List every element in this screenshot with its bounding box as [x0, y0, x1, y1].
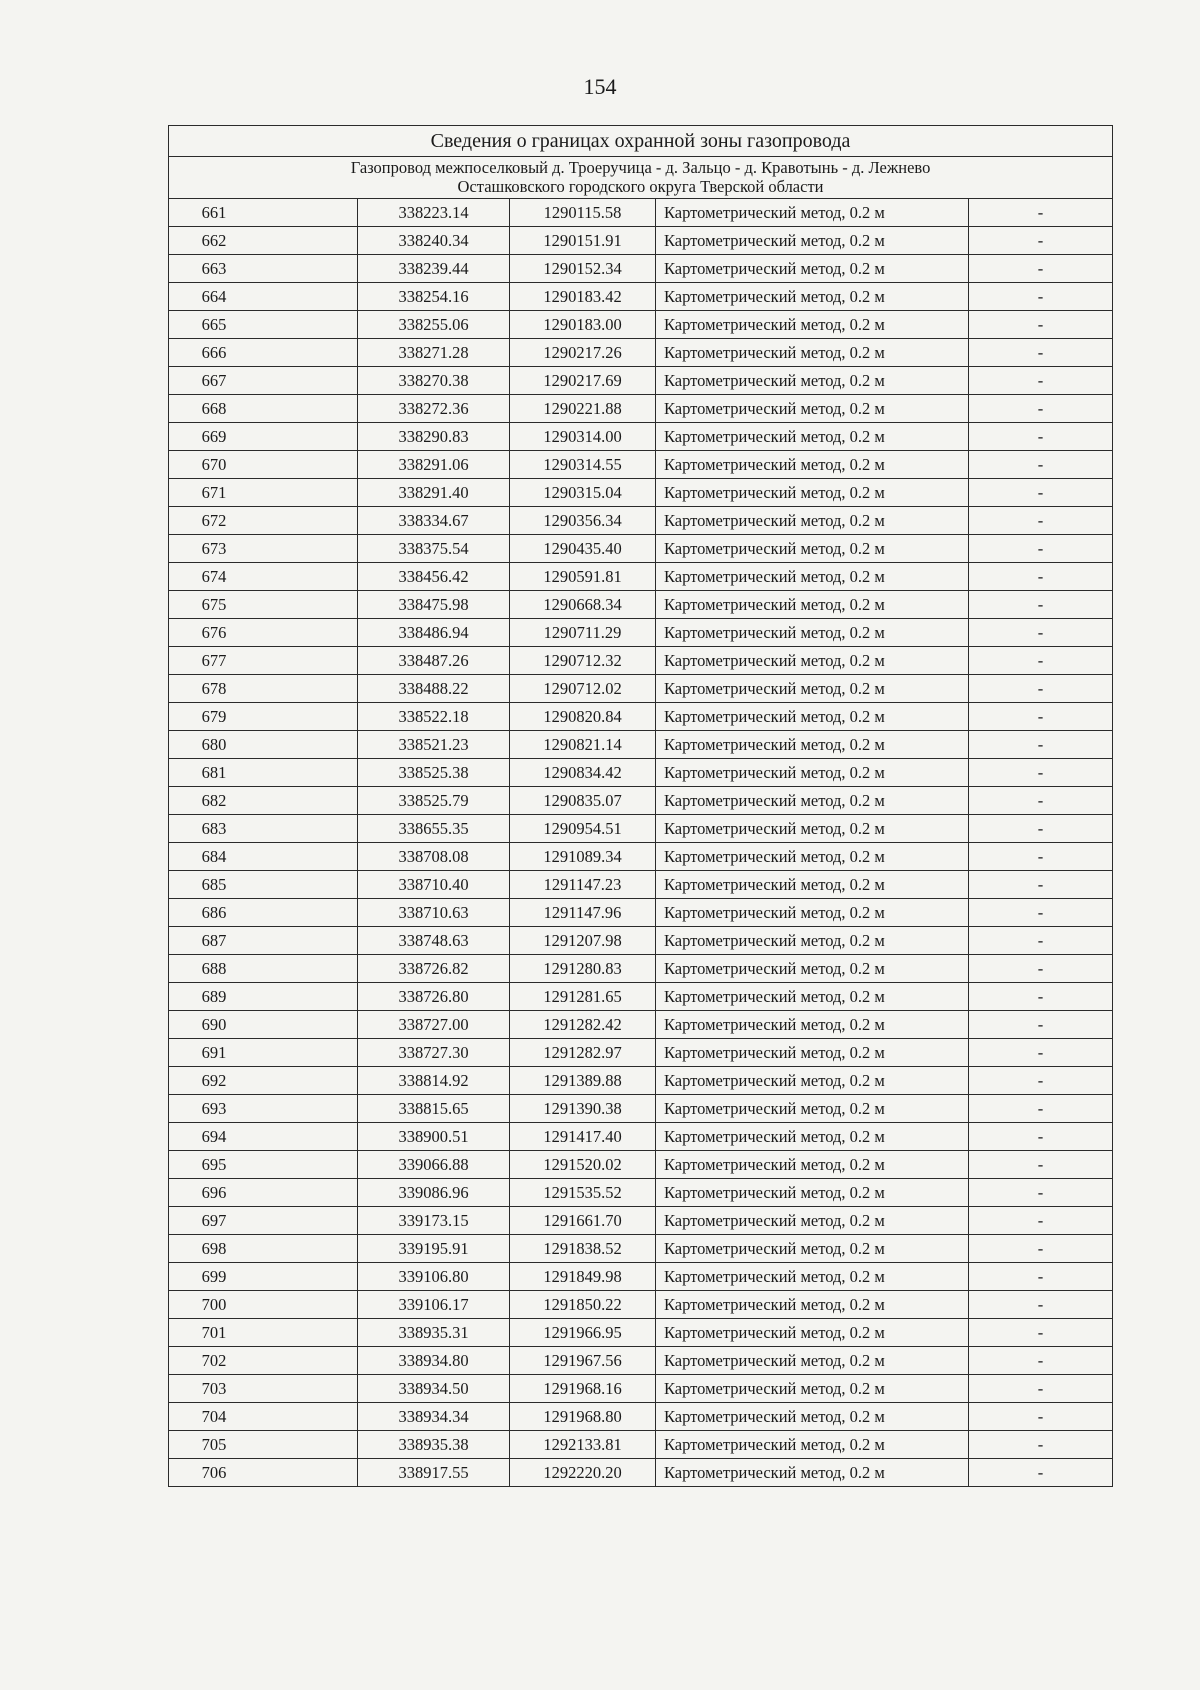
table-row [169, 1347, 1113, 1375]
note-cell: - [969, 283, 1113, 311]
table-row [169, 1375, 1113, 1403]
note-cell: - [969, 507, 1113, 535]
x-coordinate-cell: 338271.28 [358, 339, 510, 367]
table-row [169, 619, 1113, 647]
note-cell: - [969, 815, 1113, 843]
point-number-cell: 678 [169, 675, 358, 703]
y-coordinate-cell: 1290954.51 [510, 815, 656, 843]
y-coordinate-cell: 1290712.32 [510, 647, 656, 675]
note-cell: - [969, 591, 1113, 619]
table-row [169, 983, 1113, 1011]
method-cell: Картометрический метод, 0.2 м [656, 675, 969, 703]
point-number-cell: 669 [169, 423, 358, 451]
table-row [169, 1207, 1113, 1235]
point-number-cell: 700 [169, 1291, 358, 1319]
x-coordinate-cell: 338239.44 [358, 255, 510, 283]
y-coordinate-cell: 1291967.56 [510, 1347, 656, 1375]
table-row [169, 1179, 1113, 1207]
table-row [169, 759, 1113, 787]
y-coordinate-cell: 1290217.26 [510, 339, 656, 367]
method-cell: Картометрический метод, 0.2 м [656, 507, 969, 535]
point-number-cell: 672 [169, 507, 358, 535]
point-number-cell: 703 [169, 1375, 358, 1403]
y-coordinate-cell: 1290314.00 [510, 423, 656, 451]
note-cell: - [969, 1431, 1113, 1459]
point-number-cell: 684 [169, 843, 358, 871]
subtitle-line-1: Газопровод межпоселковый д. Троеручица - д. Зальцо - д. Кравотынь - д. Лежнево [350, 158, 931, 177]
y-coordinate-cell: 1292220.20 [510, 1459, 656, 1487]
note-cell: - [969, 423, 1113, 451]
table-row [169, 815, 1113, 843]
y-coordinate-cell: 1291390.38 [510, 1095, 656, 1123]
point-number-cell: 679 [169, 703, 358, 731]
method-cell: Картометрический метод, 0.2 м [656, 871, 969, 899]
table-row [169, 1095, 1113, 1123]
x-coordinate-cell: 338486.94 [358, 619, 510, 647]
method-cell: Картометрический метод, 0.2 м [656, 843, 969, 871]
x-coordinate-cell: 338375.54 [358, 535, 510, 563]
y-coordinate-cell: 1290183.00 [510, 311, 656, 339]
y-coordinate-cell: 1290820.84 [510, 703, 656, 731]
table-row [169, 507, 1113, 535]
method-cell: Картометрический метод, 0.2 м [656, 1151, 969, 1179]
point-number-cell: 663 [169, 255, 358, 283]
method-cell: Картометрический метод, 0.2 м [656, 423, 969, 451]
method-cell: Картометрический метод, 0.2 м [656, 1375, 969, 1403]
method-cell: Картометрический метод, 0.2 м [656, 1431, 969, 1459]
note-cell: - [969, 199, 1113, 227]
method-cell: Картометрический метод, 0.2 м [656, 787, 969, 815]
point-number-cell: 662 [169, 227, 358, 255]
point-number-cell: 704 [169, 1403, 358, 1431]
x-coordinate-cell: 338290.83 [358, 423, 510, 451]
x-coordinate-cell: 338270.38 [358, 367, 510, 395]
table-row [169, 1263, 1113, 1291]
y-coordinate-cell: 1291850.22 [510, 1291, 656, 1319]
table-subtitle-row [169, 157, 1113, 199]
note-cell: - [969, 843, 1113, 871]
note-cell: - [969, 479, 1113, 507]
table-row [169, 311, 1113, 339]
note-cell: - [969, 451, 1113, 479]
y-coordinate-cell: 1290183.42 [510, 283, 656, 311]
note-cell: - [969, 983, 1113, 1011]
method-cell: Картометрический метод, 0.2 м [656, 1347, 969, 1375]
y-coordinate-cell: 1291966.95 [510, 1319, 656, 1347]
point-number-cell: 685 [169, 871, 358, 899]
method-cell: Картометрический метод, 0.2 м [656, 255, 969, 283]
method-cell: Картометрический метод, 0.2 м [656, 1011, 969, 1039]
note-cell: - [969, 1375, 1113, 1403]
method-cell: Картометрический метод, 0.2 м [656, 1095, 969, 1123]
x-coordinate-cell: 338708.08 [358, 843, 510, 871]
y-coordinate-cell: 1290835.07 [510, 787, 656, 815]
y-coordinate-cell: 1290315.04 [510, 479, 656, 507]
note-cell: - [969, 759, 1113, 787]
x-coordinate-cell: 338726.82 [358, 955, 510, 983]
y-coordinate-cell: 1290115.58 [510, 199, 656, 227]
table-row [169, 1067, 1113, 1095]
table-row [169, 1431, 1113, 1459]
x-coordinate-cell: 339086.96 [358, 1179, 510, 1207]
y-coordinate-cell: 1290821.14 [510, 731, 656, 759]
x-coordinate-cell: 338291.40 [358, 479, 510, 507]
note-cell: - [969, 1459, 1113, 1487]
y-coordinate-cell: 1292133.81 [510, 1431, 656, 1459]
table-row [169, 703, 1113, 731]
point-number-cell: 701 [169, 1319, 358, 1347]
method-cell: Картометрический метод, 0.2 м [656, 227, 969, 255]
y-coordinate-cell: 1291089.34 [510, 843, 656, 871]
table-row [169, 787, 1113, 815]
y-coordinate-cell: 1291147.96 [510, 899, 656, 927]
method-cell: Картометрический метод, 0.2 м [656, 339, 969, 367]
method-cell: Картометрический метод, 0.2 м [656, 591, 969, 619]
table-row [169, 1291, 1113, 1319]
method-cell: Картометрический метод, 0.2 м [656, 1207, 969, 1235]
note-cell: - [969, 227, 1113, 255]
table-row [169, 1151, 1113, 1179]
table-row [169, 563, 1113, 591]
y-coordinate-cell: 1290711.29 [510, 619, 656, 647]
method-cell: Картометрический метод, 0.2 м [656, 759, 969, 787]
x-coordinate-cell: 338291.06 [358, 451, 510, 479]
note-cell: - [969, 731, 1113, 759]
method-cell: Картометрический метод, 0.2 м [656, 1123, 969, 1151]
method-cell: Картометрический метод, 0.2 м [656, 983, 969, 1011]
method-cell: Картометрический метод, 0.2 м [656, 283, 969, 311]
y-coordinate-cell: 1291147.23 [510, 871, 656, 899]
method-cell: Картометрический метод, 0.2 м [656, 535, 969, 563]
table-row [169, 1319, 1113, 1347]
note-cell: - [969, 1347, 1113, 1375]
point-number-cell: 681 [169, 759, 358, 787]
x-coordinate-cell: 339106.17 [358, 1291, 510, 1319]
y-coordinate-cell: 1291838.52 [510, 1235, 656, 1263]
x-coordinate-cell: 338255.06 [358, 311, 510, 339]
method-cell: Картометрический метод, 0.2 м [656, 1039, 969, 1067]
x-coordinate-cell: 338748.63 [358, 927, 510, 955]
note-cell: - [969, 955, 1113, 983]
x-coordinate-cell: 338815.65 [358, 1095, 510, 1123]
method-cell: Картометрический метод, 0.2 м [656, 199, 969, 227]
point-number-cell: 693 [169, 1095, 358, 1123]
x-coordinate-cell: 338710.40 [358, 871, 510, 899]
method-cell: Картометрический метод, 0.2 м [656, 955, 969, 983]
boundary-coordinates-table [168, 125, 1113, 1487]
point-number-cell: 695 [169, 1151, 358, 1179]
y-coordinate-cell: 1291282.42 [510, 1011, 656, 1039]
table-row [169, 535, 1113, 563]
x-coordinate-cell: 338814.92 [358, 1067, 510, 1095]
table-row [169, 647, 1113, 675]
method-cell: Картометрический метод, 0.2 м [656, 731, 969, 759]
method-cell: Картометрический метод, 0.2 м [656, 1235, 969, 1263]
note-cell: - [969, 703, 1113, 731]
point-number-cell: 682 [169, 787, 358, 815]
table-row [169, 591, 1113, 619]
note-cell: - [969, 311, 1113, 339]
x-coordinate-cell: 338522.18 [358, 703, 510, 731]
point-number-cell: 696 [169, 1179, 358, 1207]
x-coordinate-cell: 338917.55 [358, 1459, 510, 1487]
point-number-cell: 689 [169, 983, 358, 1011]
table-row [169, 283, 1113, 311]
note-cell: - [969, 1067, 1113, 1095]
table-row [169, 227, 1113, 255]
x-coordinate-cell: 338726.80 [358, 983, 510, 1011]
y-coordinate-cell: 1290712.02 [510, 675, 656, 703]
method-cell: Картометрический метод, 0.2 м [656, 1459, 969, 1487]
point-number-cell: 702 [169, 1347, 358, 1375]
note-cell: - [969, 255, 1113, 283]
note-cell: - [969, 1235, 1113, 1263]
x-coordinate-cell: 338223.14 [358, 199, 510, 227]
table-body [169, 126, 1113, 1487]
y-coordinate-cell: 1290314.55 [510, 451, 656, 479]
x-coordinate-cell: 338934.80 [358, 1347, 510, 1375]
y-coordinate-cell: 1291207.98 [510, 927, 656, 955]
method-cell: Картометрический метод, 0.2 м [656, 1067, 969, 1095]
y-coordinate-cell: 1291417.40 [510, 1123, 656, 1151]
method-cell: Картометрический метод, 0.2 м [656, 1319, 969, 1347]
method-cell: Картометрический метод, 0.2 м [656, 1179, 969, 1207]
y-coordinate-cell: 1290151.91 [510, 227, 656, 255]
point-number-cell: 676 [169, 619, 358, 647]
table-row [169, 479, 1113, 507]
x-coordinate-cell: 338710.63 [358, 899, 510, 927]
y-coordinate-cell: 1291282.97 [510, 1039, 656, 1067]
table-row [169, 955, 1113, 983]
x-coordinate-cell: 338456.42 [358, 563, 510, 591]
y-coordinate-cell: 1290591.81 [510, 563, 656, 591]
y-coordinate-cell: 1291968.80 [510, 1403, 656, 1431]
x-coordinate-cell: 339173.15 [358, 1207, 510, 1235]
table-row [169, 1459, 1113, 1487]
table-row [169, 339, 1113, 367]
method-cell: Картометрический метод, 0.2 м [656, 899, 969, 927]
point-number-cell: 692 [169, 1067, 358, 1095]
y-coordinate-cell: 1290356.34 [510, 507, 656, 535]
y-coordinate-cell: 1291968.16 [510, 1375, 656, 1403]
note-cell: - [969, 675, 1113, 703]
method-cell: Картометрический метод, 0.2 м [656, 815, 969, 843]
y-coordinate-cell: 1290221.88 [510, 395, 656, 423]
x-coordinate-cell: 338727.30 [358, 1039, 510, 1067]
x-coordinate-cell: 338272.36 [358, 395, 510, 423]
table-subtitle [169, 157, 1113, 199]
y-coordinate-cell: 1291849.98 [510, 1263, 656, 1291]
method-cell: Картометрический метод, 0.2 м [656, 563, 969, 591]
note-cell: - [969, 927, 1113, 955]
table-title: Сведения о границах охранной зоны газопровода [169, 126, 1113, 157]
note-cell: - [969, 1179, 1113, 1207]
y-coordinate-cell: 1291520.02 [510, 1151, 656, 1179]
method-cell: Картометрический метод, 0.2 м [656, 647, 969, 675]
point-number-cell: 674 [169, 563, 358, 591]
point-number-cell: 706 [169, 1459, 358, 1487]
note-cell: - [969, 395, 1113, 423]
table-row [169, 1039, 1113, 1067]
note-cell: - [969, 1151, 1113, 1179]
table-row [169, 731, 1113, 759]
method-cell: Картометрический метод, 0.2 м [656, 703, 969, 731]
y-coordinate-cell: 1291389.88 [510, 1067, 656, 1095]
table-row [169, 1235, 1113, 1263]
note-cell: - [969, 563, 1113, 591]
table-row [169, 423, 1113, 451]
point-number-cell: 694 [169, 1123, 358, 1151]
table-title-row [169, 126, 1113, 157]
x-coordinate-cell: 338525.79 [358, 787, 510, 815]
point-number-cell: 661 [169, 199, 358, 227]
y-coordinate-cell: 1290668.34 [510, 591, 656, 619]
x-coordinate-cell: 338475.98 [358, 591, 510, 619]
point-number-cell: 666 [169, 339, 358, 367]
table-row [169, 1403, 1113, 1431]
subtitle-line-2: Осташковского городского округа Тверской области [457, 177, 824, 196]
method-cell: Картометрический метод, 0.2 м [656, 1263, 969, 1291]
table-row [169, 843, 1113, 871]
method-cell: Картометрический метод, 0.2 м [656, 1291, 969, 1319]
note-cell: - [969, 871, 1113, 899]
boundary-table-container [168, 125, 1112, 1487]
x-coordinate-cell: 338935.38 [358, 1431, 510, 1459]
x-coordinate-cell: 339195.91 [358, 1235, 510, 1263]
y-coordinate-cell: 1291661.70 [510, 1207, 656, 1235]
x-coordinate-cell: 338900.51 [358, 1123, 510, 1151]
note-cell: - [969, 1291, 1113, 1319]
point-number-cell: 688 [169, 955, 358, 983]
point-number-cell: 699 [169, 1263, 358, 1291]
note-cell: - [969, 787, 1113, 815]
x-coordinate-cell: 338487.26 [358, 647, 510, 675]
table-row [169, 199, 1113, 227]
point-number-cell: 705 [169, 1431, 358, 1459]
table-row [169, 1011, 1113, 1039]
note-cell: - [969, 1319, 1113, 1347]
x-coordinate-cell: 339106.80 [358, 1263, 510, 1291]
point-number-cell: 683 [169, 815, 358, 843]
point-number-cell: 667 [169, 367, 358, 395]
x-coordinate-cell: 338655.35 [358, 815, 510, 843]
note-cell: - [969, 367, 1113, 395]
point-number-cell: 665 [169, 311, 358, 339]
y-coordinate-cell: 1291280.83 [510, 955, 656, 983]
method-cell: Картометрический метод, 0.2 м [656, 367, 969, 395]
x-coordinate-cell: 338525.38 [358, 759, 510, 787]
table-row [169, 675, 1113, 703]
y-coordinate-cell: 1291281.65 [510, 983, 656, 1011]
note-cell: - [969, 899, 1113, 927]
x-coordinate-cell: 338334.67 [358, 507, 510, 535]
table-row [169, 871, 1113, 899]
x-coordinate-cell: 339066.88 [358, 1151, 510, 1179]
y-coordinate-cell: 1291535.52 [510, 1179, 656, 1207]
point-number-cell: 680 [169, 731, 358, 759]
point-number-cell: 671 [169, 479, 358, 507]
y-coordinate-cell: 1290152.34 [510, 255, 656, 283]
x-coordinate-cell: 338727.00 [358, 1011, 510, 1039]
note-cell: - [969, 1123, 1113, 1151]
point-number-cell: 698 [169, 1235, 358, 1263]
table-row [169, 367, 1113, 395]
note-cell: - [969, 339, 1113, 367]
note-cell: - [969, 1207, 1113, 1235]
method-cell: Картометрический метод, 0.2 м [656, 619, 969, 647]
page-number: 154 [583, 74, 617, 99]
note-cell: - [969, 1263, 1113, 1291]
method-cell: Картометрический метод, 0.2 м [656, 479, 969, 507]
y-coordinate-cell: 1290435.40 [510, 535, 656, 563]
x-coordinate-cell: 338934.34 [358, 1403, 510, 1431]
point-number-cell: 697 [169, 1207, 358, 1235]
method-cell: Картометрический метод, 0.2 м [656, 927, 969, 955]
point-number-cell: 687 [169, 927, 358, 955]
table-row [169, 255, 1113, 283]
note-cell: - [969, 535, 1113, 563]
x-coordinate-cell: 338934.50 [358, 1375, 510, 1403]
x-coordinate-cell: 338488.22 [358, 675, 510, 703]
method-cell: Картометрический метод, 0.2 м [656, 395, 969, 423]
method-cell: Картометрический метод, 0.2 м [656, 451, 969, 479]
x-coordinate-cell: 338935.31 [358, 1319, 510, 1347]
table-row [169, 395, 1113, 423]
note-cell: - [969, 1039, 1113, 1067]
x-coordinate-cell: 338240.34 [358, 227, 510, 255]
y-coordinate-cell: 1290834.42 [510, 759, 656, 787]
table-row [169, 927, 1113, 955]
x-coordinate-cell: 338254.16 [358, 283, 510, 311]
point-number-cell: 668 [169, 395, 358, 423]
method-cell: Картометрический метод, 0.2 м [656, 311, 969, 339]
point-number-cell: 664 [169, 283, 358, 311]
table-row [169, 1123, 1113, 1151]
table-row [169, 451, 1113, 479]
point-number-cell: 670 [169, 451, 358, 479]
method-cell: Картометрический метод, 0.2 м [656, 1403, 969, 1431]
note-cell: - [969, 1011, 1113, 1039]
note-cell: - [969, 1403, 1113, 1431]
point-number-cell: 691 [169, 1039, 358, 1067]
y-coordinate-cell: 1290217.69 [510, 367, 656, 395]
note-cell: - [969, 1095, 1113, 1123]
x-coordinate-cell: 338521.23 [358, 731, 510, 759]
note-cell: - [969, 647, 1113, 675]
point-number-cell: 686 [169, 899, 358, 927]
point-number-cell: 677 [169, 647, 358, 675]
table-row [169, 899, 1113, 927]
note-cell: - [969, 619, 1113, 647]
point-number-cell: 690 [169, 1011, 358, 1039]
point-number-cell: 673 [169, 535, 358, 563]
point-number-cell: 675 [169, 591, 358, 619]
